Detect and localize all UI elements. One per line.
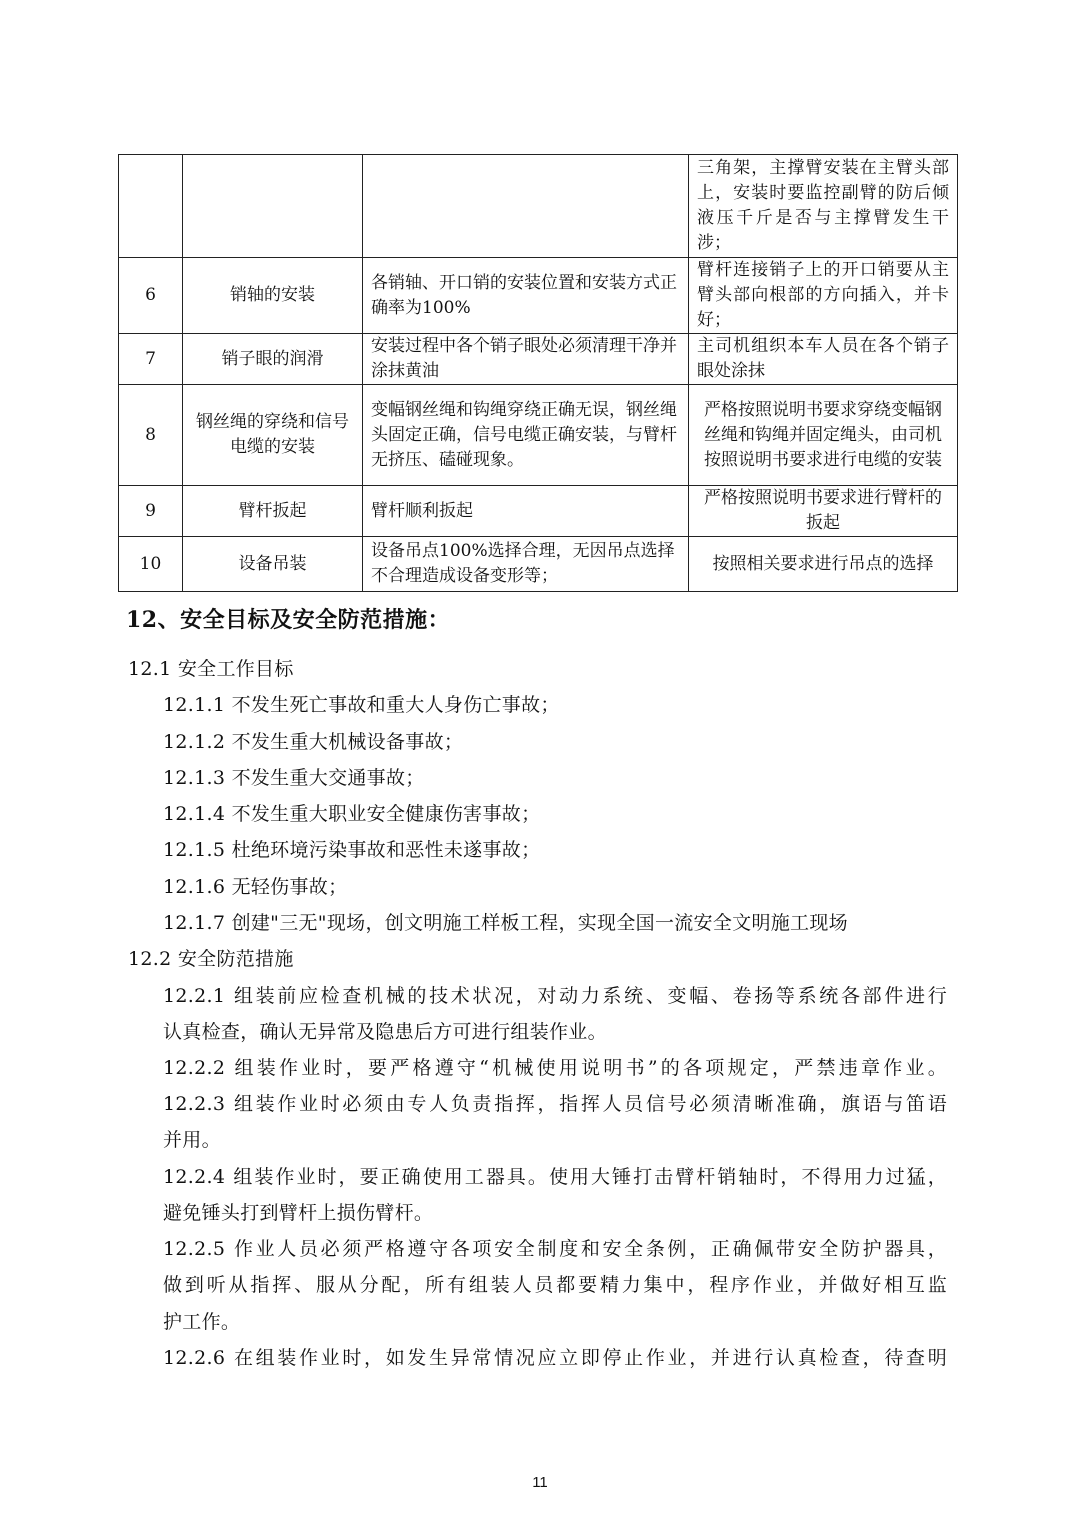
measure-line: 12.2.6 在组装作业时，如发生异常情况应立即停止作业，并进行认真检查，待查明 bbox=[163, 1347, 947, 1369]
row-item: 设备吊装 bbox=[183, 537, 363, 592]
row-measure: 严格按照说明书要求进行臂杆的扳起 bbox=[689, 486, 958, 537]
measure-line: 做到听从指挥、服从分配，所有组装人员都要精力集中，程序作业，并做好相互监 bbox=[163, 1274, 947, 1296]
row-number: 8 bbox=[119, 385, 183, 486]
goal-item: 12.1.5 杜绝环境污染事故和恶性未遂事故； bbox=[163, 839, 541, 861]
row-number: 7 bbox=[119, 334, 183, 385]
measure-line: 护工作。 bbox=[163, 1311, 241, 1333]
goal-item: 12.1.7 创建"三无"现场，创文明施工样板工程，实现全国一流安全文明施工现场 bbox=[163, 912, 848, 934]
measure-line: 12.2.4 组装作业时，要正确使用工器具。使用大锤打击臂杆销轴时，不得用力过猛， bbox=[163, 1166, 947, 1188]
row-number bbox=[119, 155, 183, 258]
inspection-table bbox=[118, 154, 958, 592]
measure-line: 12.2.3 组装作业时必须由专人负责指挥，指挥人员信号必须清晰准确，旗语与笛语 bbox=[163, 1093, 947, 1115]
row-item: 臂杆扳起 bbox=[183, 486, 363, 537]
row-measure: 按照相关要求进行吊点的选择 bbox=[689, 537, 958, 592]
table-row bbox=[119, 155, 958, 258]
table-row bbox=[119, 258, 958, 334]
goal-item: 12.1.3 不发生重大交通事故； bbox=[163, 767, 425, 789]
subsection-title: 12.2 安全防范措施 bbox=[128, 948, 294, 970]
table-row bbox=[119, 486, 958, 537]
row-measure: 臂杆连接销子上的开口销要从主臂头部向根部的方向插入，并卡好； bbox=[689, 258, 958, 334]
subsection-title: 12.1 安全工作目标 bbox=[128, 658, 294, 680]
row-number: 10 bbox=[119, 537, 183, 592]
row-measure: 三角架，主撑臂安装在主臂头部上，安装时要监控副臂的防后倾液压千斤是否与主撑臂发生干涉； bbox=[689, 155, 958, 258]
row-number: 9 bbox=[119, 486, 183, 537]
table-row bbox=[119, 385, 958, 486]
measure-line: 避免锤头打到臂杆上损伤臂杆。 bbox=[163, 1202, 434, 1224]
row-item: 销子眼的润滑 bbox=[183, 334, 363, 385]
goal-item: 12.1.4 不发生重大职业安全健康伤害事故； bbox=[163, 803, 541, 825]
row-requirement: 变幅钢丝绳和钩绳穿绕正确无误，钢丝绳头固定正确，信号电缆正确安装，与臂杆无挤压、磕碰现象。 bbox=[363, 385, 689, 486]
section-heading: 12、安全目标及安全防范措施： bbox=[126, 607, 451, 633]
goal-item: 12.1.1 不发生死亡事故和重大人身伤亡事故； bbox=[163, 694, 560, 716]
row-requirement: 安装过程中各个销子眼处必须清理干净并涂抹黄油 bbox=[363, 334, 689, 385]
row-item: 销轴的安装 bbox=[183, 258, 363, 334]
row-item: 钢丝绳的穿绕和信号电缆的安装 bbox=[183, 385, 363, 486]
row-requirement: 臂杆顺利扳起 bbox=[363, 486, 689, 537]
measure-line: 12.2.2 组装作业时，要严格遵守“机械使用说明书”的各项规定，严禁违章作业。 bbox=[163, 1057, 947, 1079]
row-requirement bbox=[363, 155, 689, 258]
table-row bbox=[119, 537, 958, 592]
row-requirement: 各销轴、开口销的安装位置和安装方式正确率为100% bbox=[363, 258, 689, 334]
goal-item: 12.1.6 无轻伤事故； bbox=[163, 876, 348, 898]
measure-line: 12.2.5 作业人员必须严格遵守各项安全制度和安全条例，正确佩带安全防护器具， bbox=[163, 1238, 947, 1260]
row-requirement: 设备吊点100%选择合理，无因吊点选择不合理造成设备变形等； bbox=[363, 537, 689, 592]
row-measure: 严格按照说明书要求穿绕变幅钢丝绳和钩绳并固定绳头，由司机按照说明书要求进行电缆的安装 bbox=[689, 385, 958, 486]
measure-line: 12.2.1 组装前应检查机械的技术状况，对动力系统、变幅、卷扬等系统各部件进行 bbox=[163, 985, 947, 1007]
measure-line: 并用。 bbox=[163, 1129, 221, 1151]
row-number: 6 bbox=[119, 258, 183, 334]
measure-line: 认真检查，确认无异常及隐患后方可进行组装作业。 bbox=[163, 1021, 607, 1043]
row-item bbox=[183, 155, 363, 258]
page-number: 11 bbox=[532, 1474, 548, 1491]
table-row bbox=[119, 334, 958, 385]
goal-item: 12.1.2 不发生重大机械设备事故； bbox=[163, 731, 464, 753]
row-measure: 主司机组织本车人员在各个销子眼处涂抹 bbox=[689, 334, 958, 385]
